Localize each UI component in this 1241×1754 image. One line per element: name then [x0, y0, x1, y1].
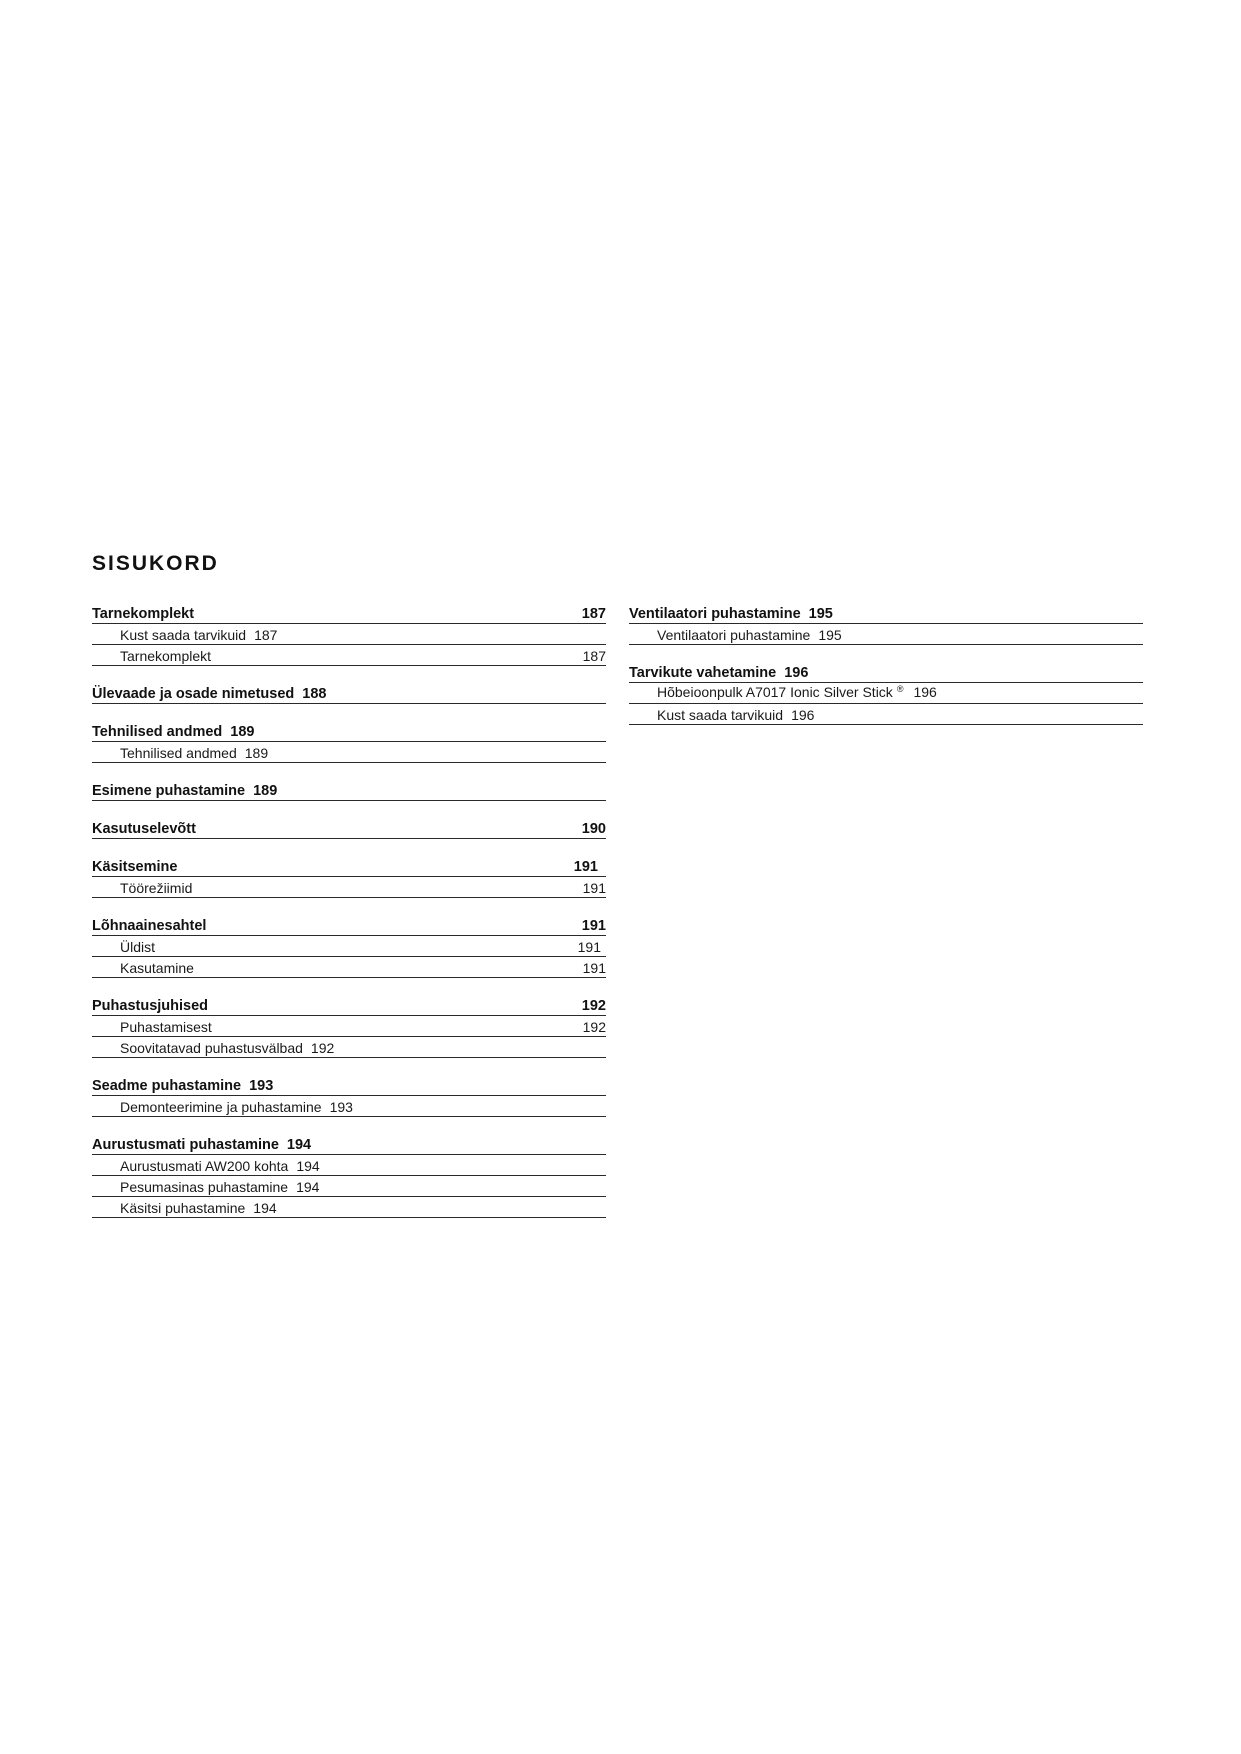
toc-heading-label: Tarnekomplekt: [92, 606, 195, 622]
toc-entry-label-group: [120, 1178, 319, 1196]
toc-heading-label: Ventilaatori puhastamine: [629, 606, 801, 622]
toc-entry-label-group: [120, 647, 211, 665]
toc-entry-label: Kust saada tarvikuid: [657, 707, 784, 723]
page-number: 193: [329, 1099, 353, 1115]
page-number: 187: [581, 606, 606, 622]
toc-entry-label: Demonteerimine ja puhastamine: [120, 1099, 322, 1115]
toc-entry-kust-saada-tarvikuid[interactable]: [629, 704, 1143, 725]
toc-entry-tooreziimid[interactable]: [92, 877, 606, 898]
page-number: 192: [581, 998, 606, 1014]
toc-section-ventilaatori-puhastamine: [629, 603, 1143, 645]
toc-heading-label: Puhastusjuhised: [92, 998, 209, 1014]
toc-heading-label-group: [92, 782, 277, 800]
page-number: 196: [791, 707, 815, 723]
toc-heading-kasitsemine[interactable]: [92, 856, 606, 877]
toc-section-lohnaainesahtel: [92, 915, 606, 978]
page-title: SISUKORD: [92, 552, 219, 575]
toc-section-tarnekomplekt: [92, 603, 606, 666]
toc-heading-label: Lõhnaainesahtel: [92, 918, 207, 934]
page-number: 194: [296, 1179, 320, 1195]
page-number: 189: [244, 745, 269, 761]
toc-heading-ventilaatori-puhastamine[interactable]: [629, 603, 1143, 624]
toc-heading-seadme-puhastamine[interactable]: [92, 1075, 606, 1096]
page-number: 194: [253, 1200, 277, 1216]
toc-entry-uldist[interactable]: [92, 936, 606, 957]
toc-entry-label-group: [120, 1157, 320, 1175]
toc-heading-label: Tarvikute vahetamine: [629, 665, 777, 681]
toc-section-esimene-puhastamine: [92, 780, 606, 801]
toc-section-aurustusmati-puhastamine: [92, 1134, 606, 1218]
toc-entry-demonteerimine-ja-puhastamine[interactable]: [92, 1096, 606, 1117]
toc-entry-aurustusmati-aw200-kohta[interactable]: [92, 1155, 606, 1176]
toc-entry-label-group: [120, 1039, 334, 1057]
page-number: 191: [582, 960, 606, 976]
page-number: 192: [582, 1019, 606, 1035]
toc-section-tarvikute-vahetamine: [629, 662, 1143, 725]
toc-heading-label: Esimene puhastamine: [92, 783, 246, 799]
toc-heading-label-group: [92, 605, 194, 623]
toc-heading-label-group: [92, 858, 177, 876]
toc-heading-label: Seadme puhastamine: [92, 1078, 242, 1094]
toc-heading-aurustusmati-puhastamine[interactable]: [92, 1134, 606, 1155]
page-number: 196: [784, 665, 809, 681]
toc-entry-label-group: [120, 1098, 353, 1116]
page-number: 187: [254, 627, 278, 643]
toc-section-tehnilised-andmed: [92, 721, 606, 763]
toc-heading-label: Aurustusmati puhastamine: [92, 1137, 279, 1153]
page-number: 193: [249, 1078, 274, 1094]
toc-entry-kust-saada-tarvikuid[interactable]: [92, 624, 606, 645]
page-number: 194: [286, 1137, 312, 1153]
toc-entry-ventilaatori-puhastamine[interactable]: [629, 624, 1143, 645]
toc-entry-kasutamine[interactable]: [92, 957, 606, 978]
page-number: 192: [310, 1040, 335, 1056]
toc-heading-label-group: [92, 1077, 273, 1095]
toc-section-seadme-puhastamine: [92, 1075, 606, 1117]
toc-heading-label-group: [92, 685, 326, 703]
toc-entry-label-group: [120, 744, 268, 762]
toc-entry-label: Aurustusmati AW200 kohta: [120, 1158, 289, 1174]
toc-heading-lohnaainesahtel[interactable]: [92, 915, 606, 936]
page-number: 187: [582, 648, 606, 664]
page-number: 195: [808, 606, 833, 622]
toc-heading-ulevaade-ja-osade-nimetused[interactable]: [92, 683, 606, 704]
toc-heading-esimene-puhastamine[interactable]: [92, 780, 606, 801]
toc-entry-label-group: [120, 626, 277, 644]
toc-heading-label-group: [629, 664, 808, 682]
toc-entry-label: Käsitsi puhastamine: [120, 1200, 246, 1216]
toc-entry-tehnilised-andmed[interactable]: [92, 742, 606, 763]
toc-heading-label-group: [92, 1136, 311, 1154]
toc-heading-label: Tehnilised andmed: [92, 724, 223, 740]
toc-heading-puhastusjuhised[interactable]: [92, 995, 606, 1016]
toc-heading-label: Kasutuselevõtt: [92, 821, 196, 837]
page-number: 190: [581, 821, 606, 837]
toc-entry-label: Kust saada tarvikuid: [120, 627, 247, 643]
toc-heading-tarnekomplekt[interactable]: [92, 603, 606, 624]
registered-mark: ®: [896, 684, 904, 694]
toc-entry-label: Töörežiimid: [120, 880, 193, 896]
toc-entry-label-group: [657, 683, 937, 703]
toc-entry-tarnekomplekt[interactable]: [92, 645, 606, 666]
toc-entry-label-group: [657, 706, 814, 724]
toc-entry-label: Puhastamisest: [120, 1019, 212, 1035]
page-number: 188: [302, 686, 327, 702]
toc-heading-label-group: [92, 997, 208, 1015]
toc-heading-kasutuselevott[interactable]: [92, 818, 606, 839]
toc-heading-label-group: [92, 917, 206, 935]
page-number: 191: [581, 918, 606, 934]
toc-entry-label: Hõbeioonpulk A7017 Ionic Silver Stick: [657, 684, 893, 700]
toc-entry-label-group: [657, 626, 842, 644]
toc-entry-label: Pesumasinas puhastamine: [120, 1179, 289, 1195]
toc-left-column: [92, 603, 606, 1235]
page-number: 196: [913, 684, 937, 700]
toc-entry-label-group: [120, 1199, 277, 1217]
toc-entry-label: Tarnekomplekt: [120, 648, 212, 664]
toc-entry-kasitsi-puhastamine[interactable]: [92, 1197, 606, 1218]
toc-entry-label-group: [120, 1018, 212, 1036]
page-number: 191: [582, 880, 606, 896]
toc-entry-label: Kasutamine: [120, 960, 194, 976]
toc-heading-tehnilised-andmed[interactable]: [92, 721, 606, 742]
toc-entry-label-group: [120, 938, 155, 956]
toc-right-column: [629, 603, 1143, 742]
toc-entry-label-group: [120, 879, 192, 897]
page-number: 195: [818, 627, 842, 643]
page-number: 194: [296, 1158, 320, 1174]
toc-entry-label: Ventilaatori puhastamine: [657, 627, 811, 643]
page-number: 189: [253, 783, 278, 799]
toc-heading-label-group: [92, 723, 254, 741]
toc-entry-label: Tehnilised andmed: [120, 745, 237, 761]
toc-section-kasutuselevott: [92, 818, 606, 839]
toc-entry-label: Soovitatavad puhastusvälbad: [120, 1040, 303, 1056]
toc-entry-label: Üldist: [120, 939, 156, 955]
toc-heading-label-group: [629, 605, 833, 623]
toc-heading-label: Käsitsemine: [92, 859, 178, 875]
toc-entry-pesumasinas-puhastamine[interactable]: [92, 1176, 606, 1197]
toc-entry-soovitatavad-puhastusvalbad[interactable]: [92, 1037, 606, 1058]
toc-heading-tarvikute-vahetamine[interactable]: [629, 662, 1143, 683]
toc-section-puhastusjuhised: [92, 995, 606, 1058]
page-number: 189: [230, 724, 255, 740]
toc-section-kasitsemine: [92, 856, 606, 898]
page-number: 191: [577, 939, 601, 955]
toc-entry-puhastamisest[interactable]: [92, 1016, 606, 1037]
toc-heading-label-group: [92, 820, 196, 838]
page-number: 191: [573, 859, 598, 875]
toc-heading-label: Ülevaade ja osade nimetused: [92, 686, 295, 702]
toc-section-ulevaade-ja-osade-nimetused: [92, 683, 606, 704]
toc-entry-hobeioonpulk-a7017-ionic-silver-stick[interactable]: [629, 683, 1143, 704]
toc-entry-label-group: [120, 959, 194, 977]
